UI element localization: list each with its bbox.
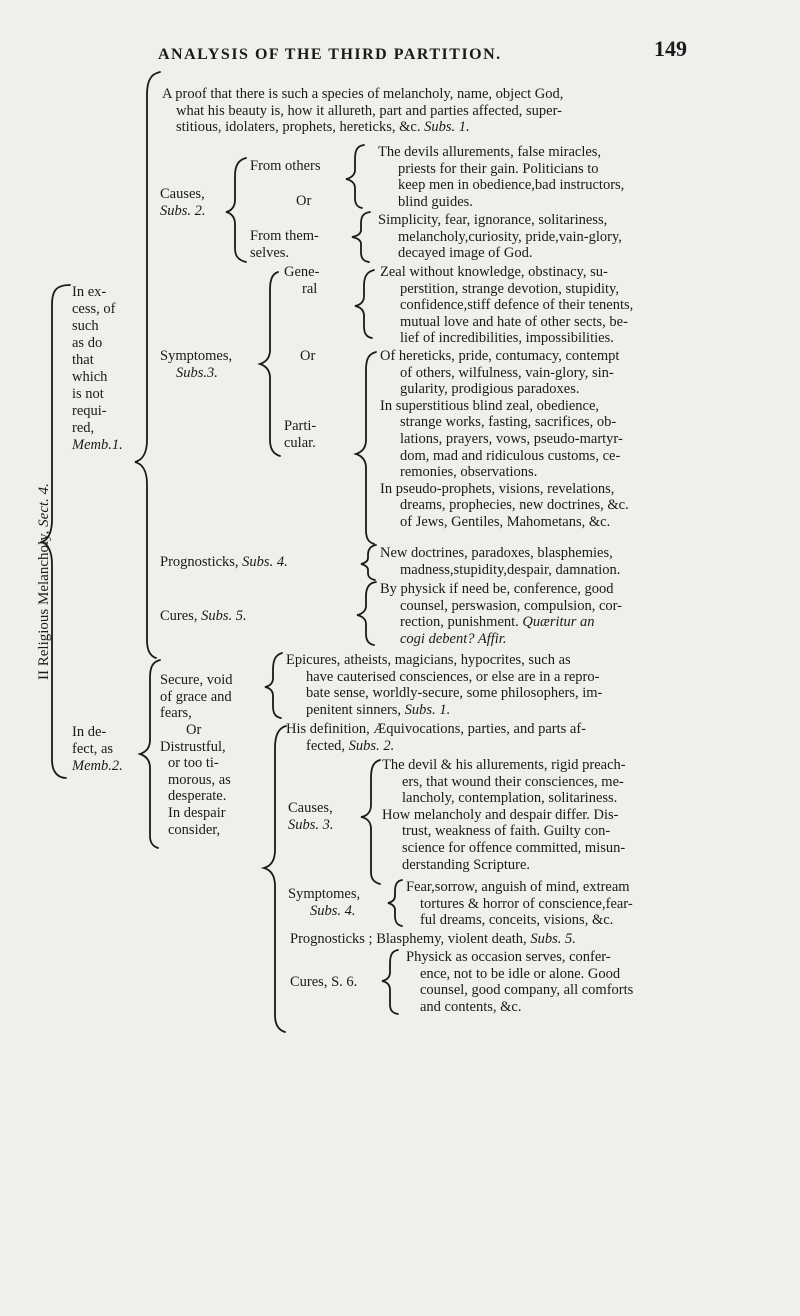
cures6-line: and contents, &c. xyxy=(420,998,522,1015)
distrustful-line: consider, xyxy=(168,821,221,838)
causes3-line: How melancholy and despair differ. Dis- xyxy=(382,806,619,823)
others-line: blind guides. xyxy=(398,193,473,210)
prognosticks-line: madness,stupidity,despair, damnation. xyxy=(400,561,621,578)
selves-line: decayed image of God. xyxy=(398,245,533,262)
particular-line: Parti- xyxy=(284,418,317,434)
defect-line: fect, as xyxy=(72,741,114,757)
causes-subs: Subs. 2. xyxy=(160,202,206,219)
secure-line: Epicures, atheists, magicians, hypocrites, such as xyxy=(286,652,571,668)
particular-text-line: In pseudo-prophets, visions, revelations, xyxy=(380,480,615,497)
excess-line: which xyxy=(72,369,108,385)
secure-label xyxy=(160,672,232,722)
general-text xyxy=(380,264,633,347)
prognosticks5-subs: Subs. 5. xyxy=(530,931,576,947)
general-line: Gene- xyxy=(284,264,320,280)
symptomes-subs: Subs.3. xyxy=(176,364,218,381)
general-text-line: mutual love and hate of other sects, be- xyxy=(400,313,628,330)
excess-line: requi- xyxy=(72,403,107,419)
brace-causes3 xyxy=(361,760,380,884)
particular-label xyxy=(284,418,316,451)
prognosticks5 xyxy=(290,931,576,948)
general-text-line: lief of incredibilities, impossibilities. xyxy=(400,330,614,347)
cures6-text xyxy=(406,949,633,1015)
causes-or: Or xyxy=(296,193,312,209)
cures-text xyxy=(380,581,622,647)
excess-line: cess, of xyxy=(72,301,116,317)
intro-paragraph xyxy=(162,86,563,136)
symptomes4-label-text: Symptomes, xyxy=(288,886,361,902)
intro-line: A proof that there is such a species of melancholy, name, object God, xyxy=(162,86,564,102)
selves-line: melancholy,curiosity, pride,vain-glory, xyxy=(398,228,622,245)
page-number: 149 xyxy=(654,36,687,61)
cures-line: counsel, perswasion, compulsion, cor- xyxy=(400,597,622,614)
symptomes-label xyxy=(160,348,232,381)
brace-secure xyxy=(265,653,282,718)
causes3-line: The devil & his allurements, rigid preach- xyxy=(382,757,626,773)
particular-text-line: of others, wilfulness, vain-glory, sin- xyxy=(400,364,614,381)
general-text-line: Zeal without knowledge, obstinacy, su- xyxy=(380,264,608,280)
distrustful-label xyxy=(160,722,231,838)
secure-text xyxy=(286,652,602,718)
general-text-line: perstition, strange devotion, stupidity, xyxy=(400,280,619,297)
secure-label-line: Secure, void xyxy=(160,672,233,688)
causes3-line: derstanding Scripture. xyxy=(402,856,531,873)
definition-subs: Subs. 2. xyxy=(348,737,395,754)
brace-distrustful xyxy=(264,726,286,1032)
prognosticks-text xyxy=(380,545,620,578)
distrustful-line: Or xyxy=(186,722,202,738)
symptomes-label-text: Symptomes, xyxy=(160,348,233,364)
from-others: From others xyxy=(250,158,321,174)
causes3-subs: Subs. 3. xyxy=(288,816,334,833)
from-them-line: selves. xyxy=(250,244,290,261)
particular-line: cular. xyxy=(284,434,316,451)
excess-memb: Memb.1. xyxy=(72,437,123,453)
brace-symptomes4 xyxy=(388,880,402,926)
brace-cures xyxy=(357,582,376,645)
defect-line: In de- xyxy=(72,724,107,740)
definition-line: His definition, Æquivocations, parties, and parts af- xyxy=(286,721,587,737)
distrustful-line: desperate. xyxy=(168,788,227,805)
definition-line: fected, xyxy=(306,737,349,754)
causes3-line: trust, weakness of faith. Guilty con- xyxy=(402,823,611,840)
selves-text xyxy=(378,212,622,262)
causes3-line: ers, that wound their consciences, me- xyxy=(402,773,624,790)
cures-last-line: cogi debent? Affir. xyxy=(400,630,507,647)
secure-label-line: fears, xyxy=(160,705,192,722)
brace-prognosticks xyxy=(361,545,376,580)
particular-text-line: strange works, fasting, sacrifices, ob- xyxy=(400,414,617,431)
symptomes4-text xyxy=(406,879,633,929)
cures-label-text: Cures, xyxy=(160,608,202,624)
others-line: The devils allurements, false miracles, xyxy=(378,144,602,160)
particular-text-line: In superstitious blind zeal, obedience, xyxy=(380,397,600,414)
cures-line: By physick if need be, conference, good xyxy=(380,581,614,597)
selves-line: Simplicity, fear, ignorance, solitariness, xyxy=(378,212,608,228)
causes-label xyxy=(160,186,206,219)
particular-text xyxy=(380,348,629,531)
prognosticks-label xyxy=(160,554,288,571)
others-line: keep men in obedience,bad instructors, xyxy=(398,177,625,194)
side-title xyxy=(36,483,53,680)
cures-quaeritur: Quæritur an xyxy=(522,614,595,631)
excess-line: is not xyxy=(72,386,104,402)
secure-line: have cauterised consciences, or else are in a repro- xyxy=(306,668,600,685)
general-text-line: confidence,stiff defence of their tenents, xyxy=(400,297,634,314)
general-line: ral xyxy=(302,280,318,297)
prognosticks-line: New doctrines, paradoxes, blasphemies, xyxy=(380,545,613,561)
running-header: ANALYSIS OF THE THIRD PARTITION. xyxy=(158,46,502,63)
causes3-label xyxy=(288,800,334,833)
brace-particular xyxy=(356,352,376,544)
intro-line: what his beauty is, how it allureth, part and parties affected, super- xyxy=(176,102,562,119)
brace-cures6 xyxy=(382,950,398,1014)
prognosticks-subs: Subs. 4. xyxy=(242,554,288,570)
secure-line: penitent sinners, xyxy=(306,701,405,718)
particular-text-line: gularity, prodigious paradoxes. xyxy=(400,381,580,398)
cures6-label: Cures, S. 6. xyxy=(290,974,358,990)
causes3-text xyxy=(382,757,626,873)
excess-line: that xyxy=(72,352,94,368)
symptomes4-subs: Subs. 4. xyxy=(310,902,356,919)
side-title-sect: Sect. 4. xyxy=(36,483,52,527)
side-title-main: II Religious Melancholy, xyxy=(36,526,52,680)
cures6-line: counsel, good company, all comforts xyxy=(420,982,634,999)
brace-memb1 xyxy=(135,72,160,658)
symptomes4-line: tortures & horror of conscience,fear- xyxy=(420,895,633,912)
others-text xyxy=(378,144,624,210)
particular-text-line: Of hereticks, pride, contumacy, contempt xyxy=(380,348,620,364)
cures-label xyxy=(160,608,247,625)
symptomes4-line: Fear,sorrow, anguish of mind, extream xyxy=(406,879,630,895)
cures-line: rection, punishment. xyxy=(400,614,523,631)
defect-label xyxy=(72,724,123,775)
secure-subs: Subs. 1. xyxy=(404,701,451,718)
causes3-label-text: Causes, xyxy=(288,800,333,816)
causes3-line: science for offence committed, misun- xyxy=(402,839,626,856)
definition-text xyxy=(286,721,586,754)
distrustful-line: morous, as xyxy=(168,771,231,788)
excess-line: red, xyxy=(72,420,95,436)
brace-memb2 xyxy=(140,660,160,848)
cures-subs: Subs. 5. xyxy=(201,608,247,624)
intro-subs: Subs. 1. xyxy=(424,119,470,136)
brace-selves xyxy=(352,212,370,262)
distrustful-line: Distrustful, xyxy=(160,738,226,755)
secure-label-line: of grace and xyxy=(160,688,232,705)
cures6-line: ence, not to be idle or alone. Good xyxy=(420,965,621,982)
particular-text-line: lations, prayers, vows, pseudo-martyr- xyxy=(400,430,623,447)
from-themselves xyxy=(250,228,319,261)
excess-line: such xyxy=(72,318,99,334)
excess-line: as do xyxy=(72,335,103,351)
excess-label xyxy=(72,284,123,454)
particular-text-line: of Jews, Gentiles, Mahometans, &c. xyxy=(400,513,611,530)
particular-text-line: dreams, prophecies, new doctrines, &c. xyxy=(400,497,629,514)
brace-general xyxy=(355,270,374,338)
causes-label-text: Causes, xyxy=(160,186,205,202)
symptomes-or: Or xyxy=(300,348,316,364)
brace-others xyxy=(346,145,364,208)
secure-line: bate sense, worldly-secure, some philosophers, im- xyxy=(306,685,603,702)
particular-text-line: remonies, observations. xyxy=(400,464,538,481)
brace-causes xyxy=(226,158,246,262)
general-label xyxy=(284,264,319,297)
excess-line: In ex- xyxy=(72,284,107,300)
causes3-line: lancholy, contemplation, solitariness. xyxy=(402,790,618,807)
from-them-line: From them- xyxy=(250,228,319,244)
particular-text-line: dom, mad and ridiculous customs, ce- xyxy=(400,447,621,464)
defect-memb: Memb.2. xyxy=(72,758,123,774)
brace-symptomes xyxy=(260,272,280,456)
prognosticks-label-text: Prognosticks, xyxy=(160,554,243,570)
prognosticks5-text: Prognosticks ; Blasphemy, violent death, xyxy=(290,931,531,947)
symptomes4-label xyxy=(288,886,360,919)
symptomes4-line: ful dreams, conceits, visions, &c. xyxy=(420,912,614,929)
distrustful-line: or too ti- xyxy=(168,755,219,772)
others-line: priests for their gain. Politicians to xyxy=(398,160,599,177)
intro-line: stitious, idolaters, prophets, hereticks, &c. xyxy=(176,119,425,136)
cures6-line: Physick as occasion serves, confer- xyxy=(406,949,611,965)
distrustful-line: In despair xyxy=(168,804,226,821)
